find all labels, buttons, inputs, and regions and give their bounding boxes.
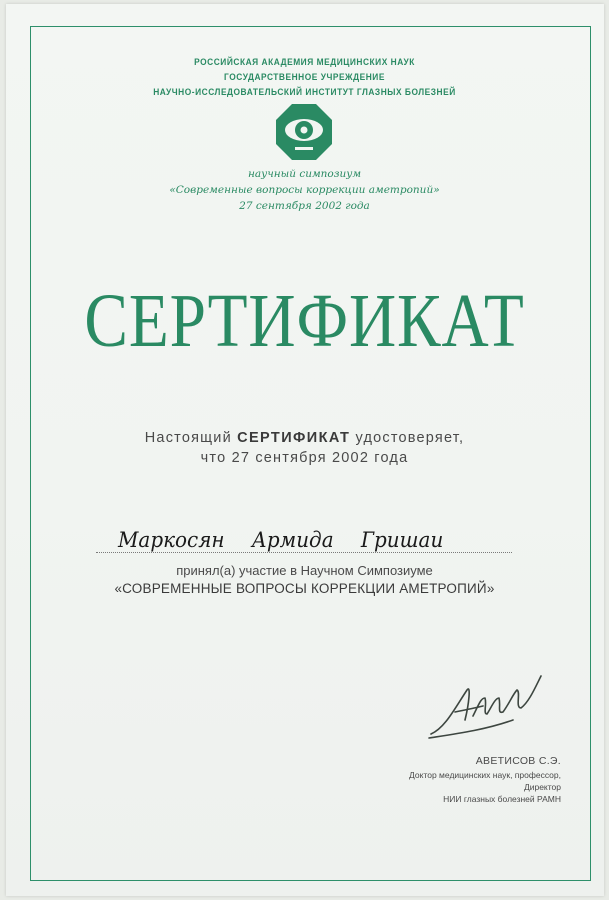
page-title: СЕРТИФИКАТ	[84, 279, 525, 363]
institution-type: ГОСУДАРСТВЕННОЕ УЧРЕЖДЕНИЕ	[224, 72, 385, 83]
director-signature-icon	[425, 668, 550, 748]
symposium-date: 27 сентября 2002 года	[239, 200, 370, 212]
signer-organization: НИИ глазных болезней РАМН	[443, 794, 561, 804]
academy-name: РОССИЙСКАЯ АКАДЕМИЯ МЕДИЦИНСКИХ НАУК	[194, 57, 415, 68]
certificate-date-line: что 27 сентября 2002 года	[200, 450, 409, 466]
symposium-name: «СОВРЕМЕННЫЕ ВОПРОСЫ КОРРЕКЦИИ АМЕТРОПИЙ»	[114, 581, 495, 596]
signer-position: Директор	[523, 782, 561, 792]
statement-bold: СЕРТИФИКАТ	[237, 430, 351, 446]
symposium-title: «Современные вопросы коррекции аметропий»	[169, 184, 440, 196]
institute-name: НАУЧНО-ИССЛЕДОВАТЕЛЬСКИЙ ИНСТИТУТ ГЛАЗНЫХ БОЛЕЗНЕЙ	[153, 87, 456, 98]
recipient-underline	[96, 551, 512, 553]
participation-text: принял(а) участие в Научном Симпозиуме	[176, 563, 433, 578]
certificate-statement	[0, 430, 609, 446]
signer-degree: Доктор медицинских наук, профессор,	[409, 770, 561, 780]
eye-institute-logo-icon	[275, 103, 333, 161]
symposium-label: научный симпозиум	[247, 168, 362, 180]
statement-post: удостоверяет,	[355, 430, 465, 446]
signer-name: АВЕТИСОВ С.Э.	[475, 755, 561, 767]
statement-pre: Настоящий	[144, 430, 232, 446]
recipient-name: Маркосян Армида Гришаи	[118, 528, 444, 552]
